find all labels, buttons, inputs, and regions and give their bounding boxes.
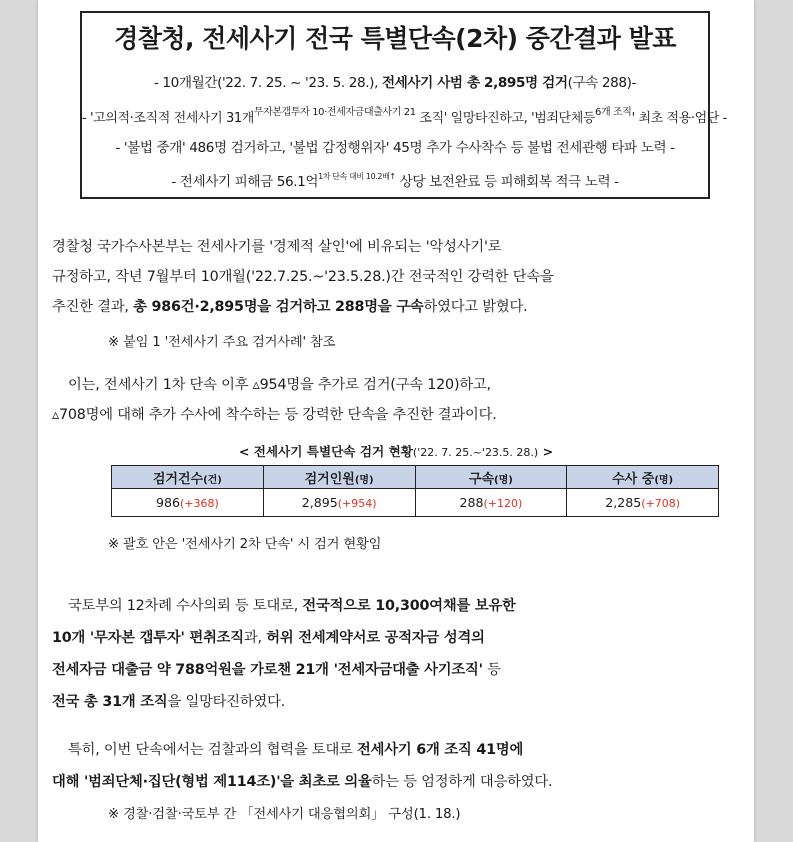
note-council: ※ 경찰·검찰·국토부 간 「전세사기 대응협의회」 구성(1. 18.) <box>108 807 461 822</box>
table-row <box>112 489 719 517</box>
paragraph-3 <box>52 590 742 718</box>
paragraph-3-line-1: 국토부의 12차례 수사의뢰 등 토대로, 전국적으로 10,300여채를 보유한 <box>68 598 516 614</box>
paragraph-3-line-3: 전세자금 대출금 약 788억원을 가로챈 21개 '전세자금대출 사기조직' 등 <box>52 662 501 678</box>
table-title: < 전세사기 특별단속 검거 현황('22. 7. 25.~'23.5. 28.) > <box>238 444 554 459</box>
note-attachment: ※ 붙임 1 '전세사기 주요 검거사례' 참조 <box>108 335 336 350</box>
paragraph-2 <box>52 370 742 430</box>
summary-line-3: - '불법 중개' 486명 검거하고, '불법 감정행위자' 45명 추가 수사착수 등 불법 전세관행 타파 노력 - <box>115 140 675 156</box>
cell-arrested: 2,895(+954) <box>263 489 415 517</box>
paragraph-2-line-2: ▵708명에 대해 추가 수사에 착수하는 등 강력한 단속을 추진한 결과이다. <box>52 407 497 423</box>
paragraph-4 <box>52 734 742 798</box>
note-parentheses: ※ 괄호 안은 '전세사기 2차 단속' 시 검거 현황임 <box>108 537 382 552</box>
header-cases: 검거건수(건) <box>112 466 264 489</box>
paragraph-3-line-2: 10개 '무자본 갭투자' 편취조직과, 허위 전세계약서로 공적자금 성격의 <box>52 630 485 646</box>
paragraph-2-line-1: 이는, 전세사기 1차 단속 이후 ▵954명을 추가로 검거(구속 120)하고, <box>68 377 491 393</box>
paragraph-1-line-1: 경찰청 국가수사본부는 전세사기를 '경제적 살인'에 비유되는 '악성사기'로 <box>52 239 502 255</box>
cell-detained: 288(+120) <box>415 489 567 517</box>
summary-line-4: - 전세사기 피해금 56.1억$^{1차 단속 대비 10.2배↑}$ 상당 보전완료 등 피해회복 적극 노력 - <box>171 172 619 190</box>
headline-box <box>80 11 727 199</box>
header-under-investigation: 수사 중(명) <box>567 466 719 489</box>
paragraph-1-line-2: 규정하고, 작년 7월부터 10개월('22.7.25.~'23.5.28.)간 전국적인 강력한 단속을 <box>52 269 554 285</box>
arrest-stats-table <box>111 465 719 517</box>
summary-line-1: - 10개월간('22. 7. 25. ~ '23. 5. 28.), 전세사기 사범 총 2,895명 검거(구속 288)- <box>153 75 637 91</box>
cell-under-investigation: 2,285(+708) <box>567 489 719 517</box>
table-header-row <box>112 466 719 489</box>
summary-line-2: - '고의적·조직적 전세사기 31개$^{무자본갭투자 10\cdot 전세자금대출사기 21}$ 조직' 일망타진하고, '범죄단체등$^{6개 조직}$' 최초 적용·엄단 - <box>82 107 727 126</box>
paragraph-1-line-3: 추진한 결과, 총 986건·2,895명을 검거하고 288명을 구속하였다고 밝혔다. <box>52 299 528 315</box>
paragraph-4-line-2: 대해 '범죄단체·집단(형법 제114조)'을 최초로 의율하는 등 엄정하게 대응하였다. <box>52 774 553 790</box>
header-arrested: 검거인원(명) <box>263 466 415 489</box>
paragraph-1 <box>52 232 742 322</box>
paragraph-3-line-4: 전국 총 31개 조직을 일망타진하였다. <box>52 694 286 710</box>
paragraph-4-line-1: 특히, 이번 단속에서는 검찰과의 협력을 토대로 전세사기 6개 조직 41명에 <box>68 742 524 758</box>
page-title: 경찰청, 전세사기 전국 특별단속(2차) 중간결과 발표 <box>114 24 676 53</box>
header-detained: 구속(명) <box>415 466 567 489</box>
document-page <box>38 0 754 842</box>
cell-cases: 986(+368) <box>112 489 264 517</box>
